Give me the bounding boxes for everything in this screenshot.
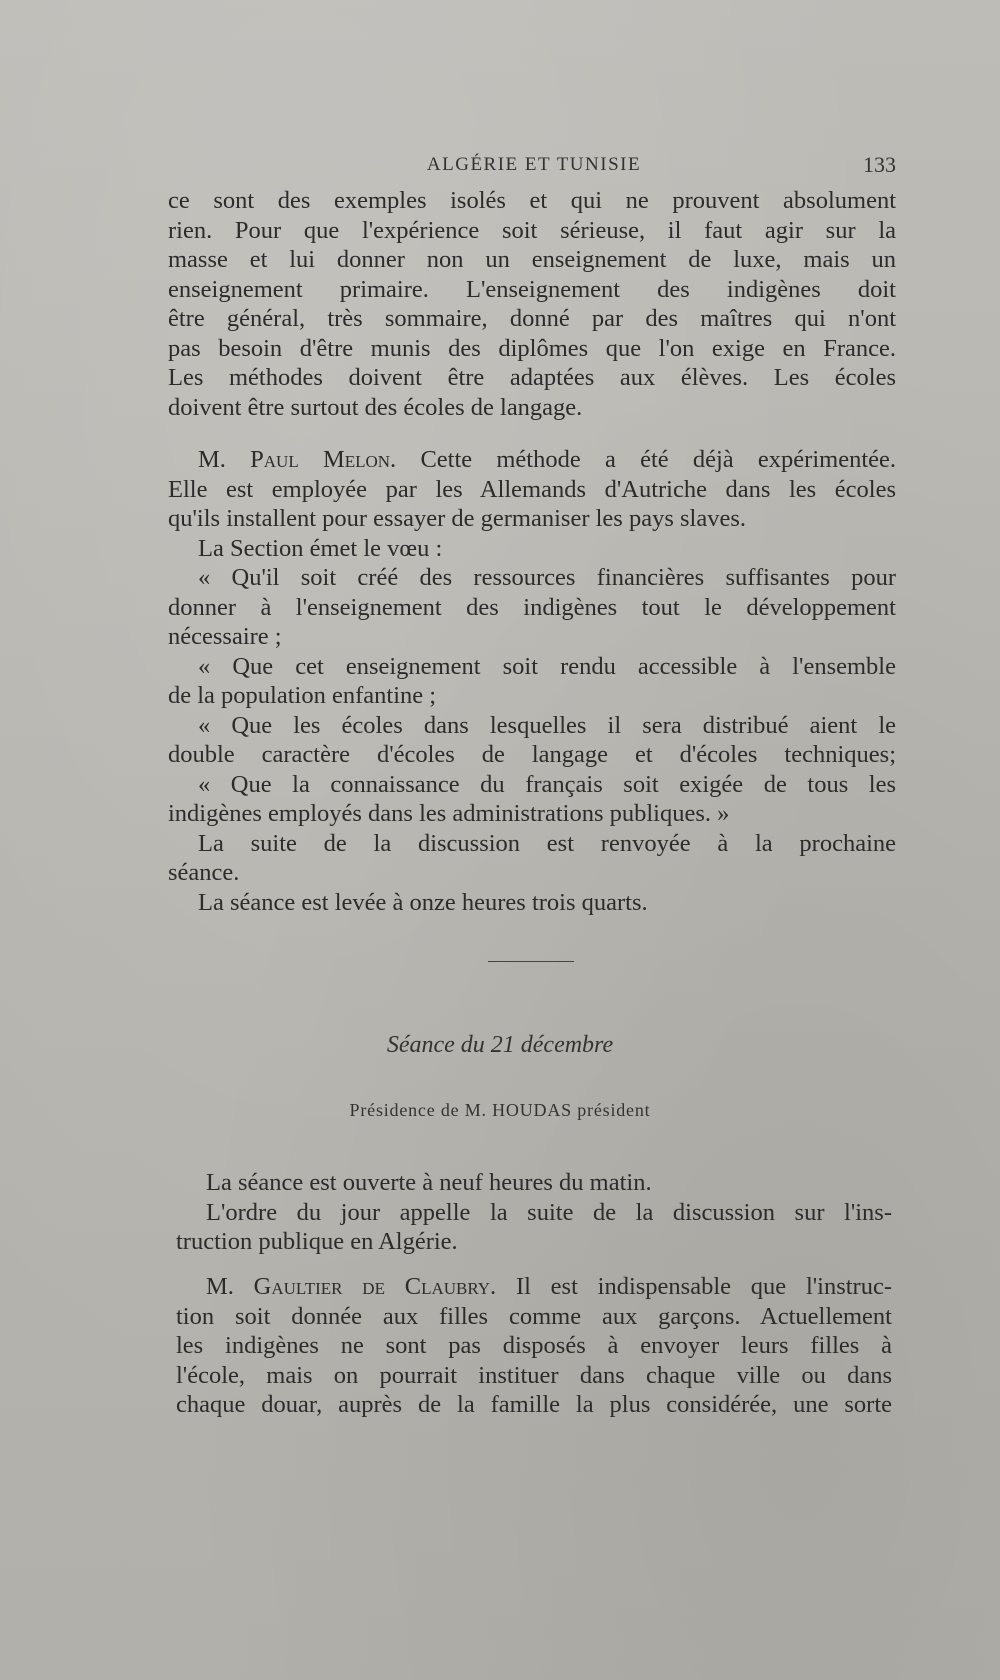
- text-line: La séance est ouverte à neuf heures du matin.: [206, 1169, 652, 1196]
- text-line: l'école, mais on pourrait instituer dans chaque ville ou dans: [176, 1361, 892, 1389]
- paragraph-claubry: [176, 1272, 892, 1420]
- speaker-text: Cette méthode a été déjà expérimentée.: [420, 446, 896, 473]
- text-line: La suite de la discussion est renvoyée à la prochaine: [198, 829, 896, 857]
- speaker-name: M. Paul Melon.: [198, 446, 397, 473]
- page-number: 133: [863, 152, 896, 177]
- running-title: ALGÉRIE ET TUNISIE: [426, 154, 642, 175]
- text-line: être général, très sommaire, donné par des maîtres qui n'ont: [168, 305, 896, 332]
- text-line: « Que la connaissance du français soit exigée de tous les: [198, 770, 896, 798]
- speaker-name: M. Gaultier de Claubry.: [206, 1273, 497, 1300]
- text-line: enseignement primaire. L'enseignement des indigènes doit: [168, 275, 896, 303]
- text-line: qu'ils installent pour essayer de germaniser les pays slaves.: [168, 505, 746, 532]
- text-line: ce sont des exemples isolés et qui ne prouvent absolument: [168, 187, 896, 214]
- presidency-suffix: président: [577, 1100, 651, 1120]
- speaker-text: Il est indispensable que l'instruc-: [515, 1273, 892, 1300]
- text-line: double caractère d'écoles de langage et d'écoles techniques;: [168, 741, 896, 768]
- paragraph-continuation: [168, 186, 896, 422]
- text-line: nécessaire ;: [168, 623, 282, 650]
- text-line: pas besoin d'être munis des diplômes que l'on exige en France.: [168, 334, 896, 362]
- text-line: « Que les écoles dans lesquelles il sera distribué aient le: [198, 711, 896, 739]
- text-line: rien. Pour que l'expérience soit sérieuse, il faut agir sur la: [168, 216, 896, 244]
- text-line: séance.: [168, 859, 240, 886]
- text-line: chaque douar, auprès de la famille la plus considérée, une sorte: [176, 1391, 892, 1418]
- text-line: truction publique en Algérie.: [176, 1228, 458, 1255]
- text-line: « Que cet enseignement soit rendu accessible à l'ensemble: [198, 652, 896, 680]
- presidency-name: HOUDAS: [492, 1100, 572, 1120]
- text-line: donner à l'enseignement des indigènes tout le développement: [168, 593, 896, 621]
- paragraph-melon: [168, 445, 896, 917]
- presidency-prefix: Présidence de M.: [349, 1100, 487, 1120]
- paragraph-opening: [176, 1168, 892, 1257]
- section-divider: [488, 961, 574, 962]
- session-title: Séance du 21 décembre: [386, 1032, 614, 1058]
- text-line: La Section émet le vœu :: [198, 534, 443, 562]
- text-line: tion soit donnée aux filles comme aux garçons. Actuellement: [176, 1302, 892, 1330]
- text-line: masse et lui donner non un enseignement de luxe, mais un: [168, 246, 896, 273]
- text-line: Les méthodes doivent être adaptées aux élèves. Les écoles: [168, 364, 896, 391]
- running-head: [172, 150, 896, 180]
- speaker-line: [168, 445, 896, 475]
- text-line: L'ordre du jour appelle la suite de la discussion sur l'ins-: [206, 1198, 892, 1226]
- speaker-line: [176, 1272, 892, 1302]
- text-line: doivent être surtout des écoles de langage.: [168, 393, 583, 421]
- text-line: Elle est employée par les Allemands d'Autriche dans les écoles: [168, 475, 896, 503]
- text-line: de la population enfantine ;: [168, 682, 437, 709]
- presidency-line: [0, 1100, 1000, 1121]
- text-line: « Qu'il soit créé des ressources financières suffisantes pour: [198, 564, 896, 591]
- text-line: La séance est levée à onze heures trois quarts.: [198, 888, 648, 916]
- text-line: indigènes employés dans les administrations publiques. »: [168, 800, 730, 827]
- text-line: les indigènes ne sont pas disposés à envoyer leurs filles à: [176, 1332, 892, 1359]
